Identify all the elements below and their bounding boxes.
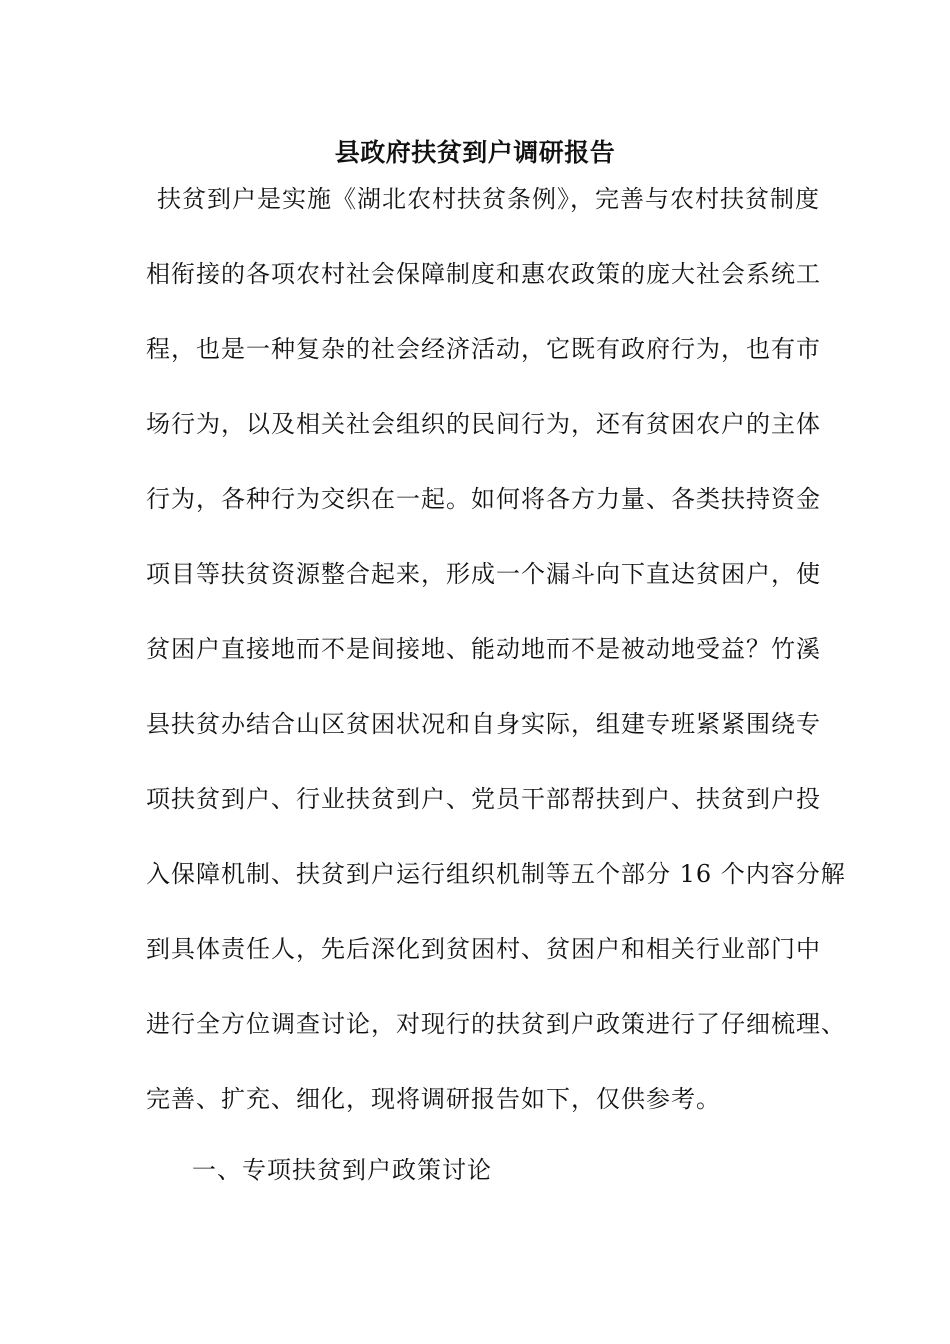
section-heading: 一、专项扶贫到户政策讨论 <box>192 1156 492 1184</box>
paragraph-line: 行为，各种行为交织在一起。如何将各方力量、各类扶持资金 <box>146 485 821 513</box>
paragraph-line: 扶贫到户是实施《湖北农村扶贫条例》，完善与农村扶贫制度 <box>157 185 820 213</box>
paragraph-line: 相衔接的各项农村社会保障制度和惠农政策的庞大社会系统工 <box>146 260 821 288</box>
paragraph-line: 场行为，以及相关社会组织的民间行为，还有贫困农户的主体 <box>146 410 821 438</box>
paragraph-line: 项目等扶贫资源整合起来，形成一个漏斗向下直达贫困户，使 <box>146 560 821 588</box>
document-title: 县政府扶贫到户调研报告 <box>334 138 616 167</box>
paragraph-line: 到具体责任人，先后深化到贫困村、贫困户和相关行业部门中 <box>146 935 821 963</box>
paragraph-line: 项扶贫到户、行业扶贫到户、党员干部帮扶到户、扶贫到户投 <box>146 785 821 813</box>
paragraph-line: 入保障机制、扶贫到户运行组织机制等五个部分 16 个内容分解 <box>146 860 846 888</box>
paragraph-line: 程，也是一种复杂的社会经济活动，它既有政府行为，也有市 <box>146 335 821 363</box>
paragraph-line: 县扶贫办结合山区贫困状况和自身实际，组建专班紧紧围绕专 <box>146 710 821 738</box>
paragraph-line: 完善、扩充、细化，现将调研报告如下，仅供参考。 <box>146 1085 721 1113</box>
paragraph-line: 进行全方位调查讨论，对现行的扶贫到户政策进行了仔细梳理、 <box>146 1010 846 1038</box>
paragraph-line: 贫困户直接地而不是间接地、能动地而不是被动地受益？竹溪 <box>146 635 821 663</box>
